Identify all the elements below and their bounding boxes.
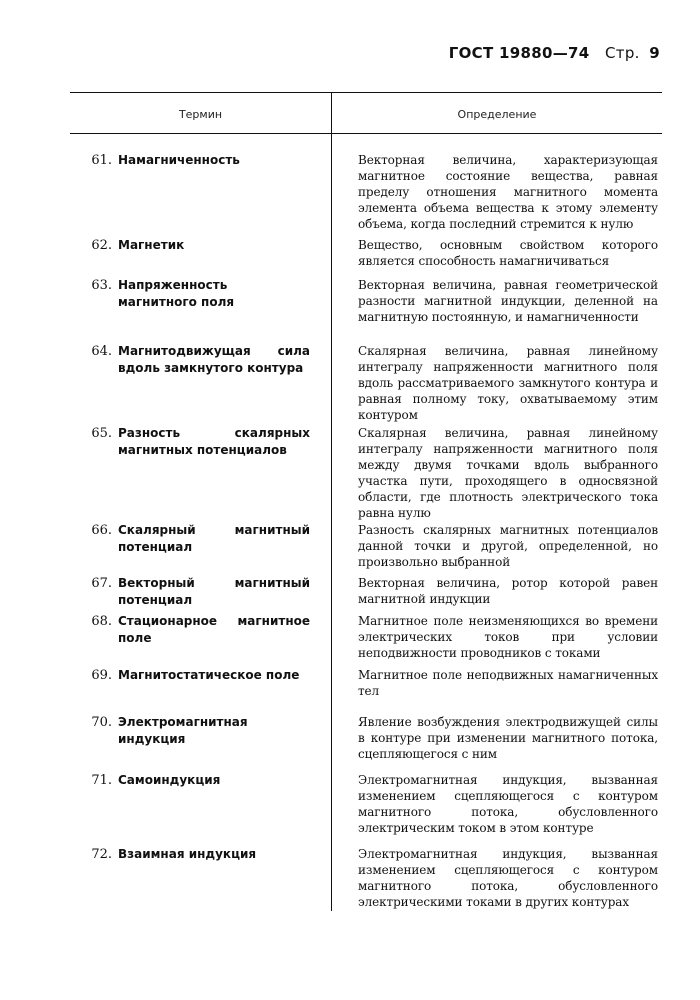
page-number: 9 bbox=[649, 44, 660, 62]
term-name: Разность скалярных магнитных потенциалов bbox=[118, 426, 310, 457]
term-number: 63. bbox=[91, 278, 112, 293]
column-header-definition: Определение bbox=[457, 108, 537, 121]
term-number: 62. bbox=[91, 238, 112, 253]
term-cell bbox=[78, 425, 310, 459]
term-number: 64. bbox=[91, 344, 112, 359]
definition-cell: Электромагнитная индукция, вызванная изменением сцепляющегося с контуром магнитного потока, обусловленного электрическим током в этом контуре bbox=[358, 773, 658, 835]
definition-cell: Явление возбуждения электродвижущей силы в контуре при изменении магнитного потока, сцепляющегося с ним bbox=[358, 715, 658, 761]
definition-cell: Магнитное поле неизменяющихся во времени электрических токов при условии неподвижности проводников с токами bbox=[358, 614, 658, 660]
term-cell bbox=[78, 846, 310, 863]
term-cell bbox=[78, 343, 310, 377]
table-top-rule bbox=[70, 92, 662, 93]
term-number: 71. bbox=[91, 773, 112, 788]
definition-cell: Вещество, основным свойством которого является способность намагничиваться bbox=[358, 238, 658, 268]
term-cell bbox=[78, 613, 310, 647]
term-name: Скалярный магнитный потенциал bbox=[118, 523, 310, 554]
standard-number: ГОСТ 19880—74 bbox=[448, 44, 590, 62]
definition-cell: Векторная величина, характеризующая магнитное состояние вещества, равная пределу отношения магнитного момента элемента объема вещества к этому элементу объема, когда последний стремится к нулю bbox=[358, 153, 658, 231]
term-name: Намагниченность bbox=[118, 153, 240, 167]
term-number: 65. bbox=[91, 426, 112, 441]
term-name: Самоиндукция bbox=[118, 773, 221, 787]
column-header-term: Термин bbox=[178, 108, 223, 121]
definition-cell: Скалярная величина, равная линейному интегралу напряженности магнитного поля вдоль рассматриваемого замкнутого контура и равная полному току, охватываемому этим контуром bbox=[358, 344, 658, 422]
definition-cell: Магнитное поле неподвижных намагниченных тел bbox=[358, 668, 658, 698]
term-name: Электромагнитная индукция bbox=[118, 715, 248, 746]
term-number: 66. bbox=[91, 523, 112, 538]
column-divider bbox=[331, 93, 332, 911]
term-number: 68. bbox=[91, 614, 112, 629]
term-cell bbox=[78, 237, 310, 254]
term-name: Напряженность магнитного поля bbox=[118, 278, 235, 309]
term-cell bbox=[78, 714, 310, 748]
table-header-rule bbox=[70, 133, 662, 134]
definition-cell: Векторная величина, ротор которой равен магнитной индукции bbox=[358, 576, 658, 606]
term-number: 67. bbox=[91, 576, 112, 591]
term-cell bbox=[78, 772, 310, 789]
definition-cell: Разность скалярных магнитных потенциалов данной точки и другой, определенной, но произвольно выбранной bbox=[358, 523, 658, 569]
term-name: Стационарное магнитное поле bbox=[118, 614, 310, 645]
term-number: 72. bbox=[91, 847, 112, 862]
term-name: Магнетик bbox=[118, 238, 185, 252]
term-cell bbox=[78, 277, 310, 311]
term-name: Взаимная индукция bbox=[118, 847, 257, 861]
term-cell bbox=[78, 152, 310, 169]
term-number: 70. bbox=[91, 715, 112, 730]
term-name: Магнитодвижущая сила вдоль замкнутого контура bbox=[118, 344, 310, 375]
term-number: 61. bbox=[91, 153, 112, 168]
page-label: Стр. bbox=[605, 44, 640, 62]
definition-cell: Векторная величина, равная геометрической разности магнитной индукции, деленной на магнитную постоянную, и намагниченности bbox=[358, 278, 658, 324]
term-cell bbox=[78, 522, 310, 556]
definition-cell: Скалярная величина, равная линейному интегралу напряженности магнитного поля между двумя точками вдоль выбранного участка пути, проходящего в односвязной области, где плотность электрического тока равна нулю bbox=[358, 426, 658, 520]
term-number: 69. bbox=[91, 668, 112, 683]
term-cell bbox=[78, 667, 310, 684]
term-cell bbox=[78, 575, 310, 609]
term-name: Векторный магнитный потенциал bbox=[118, 576, 310, 607]
definition-cell: Электромагнитная индукция, вызванная изменением сцепляющегося с контуром магнитного потока, обусловленного электрическими токами в других контурах bbox=[358, 847, 658, 909]
page-header bbox=[449, 44, 660, 62]
term-name: Магнитостатическое поле bbox=[118, 668, 300, 682]
